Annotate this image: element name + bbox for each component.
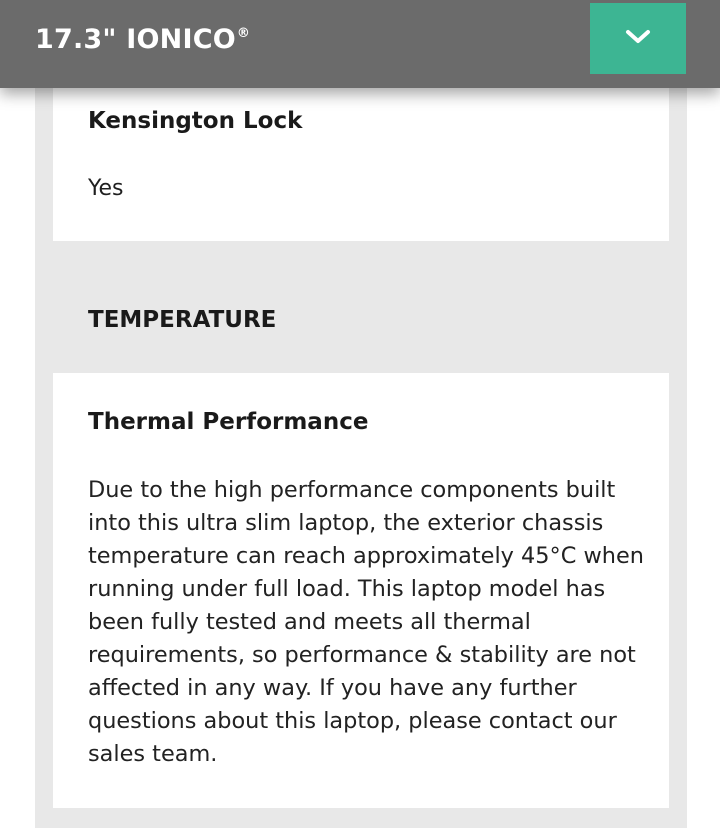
spec-card-thermal: [53, 373, 669, 808]
spec-description-thermal: Due to the high performance components built into this ultra slim laptop, the exterior chassis temperature can reach approximately 45°C when running under full load. This laptop model has been fully tested and meets all thermal requirements, so performance & stability are not affected in any way. If you have any further questions about this laptop, please contact our sales team.: [88, 477, 644, 767]
chevron-down-icon: [625, 29, 651, 48]
page-header: [0, 0, 720, 88]
spec-label-thermal: Thermal Performance: [88, 409, 369, 435]
spec-label-kensington: Kensington Lock: [88, 108, 303, 134]
registered-mark: ®: [236, 26, 251, 41]
spec-content: [35, 88, 687, 828]
product-title-text: 17.3" IONICO: [35, 24, 236, 55]
section-heading-temperature: TEMPERATURE: [88, 307, 277, 333]
expand-toggle-button[interactable]: [590, 3, 686, 74]
spec-value-kensington: Yes: [88, 176, 124, 201]
product-title: [35, 24, 250, 55]
spec-card-kensington: [53, 88, 669, 241]
